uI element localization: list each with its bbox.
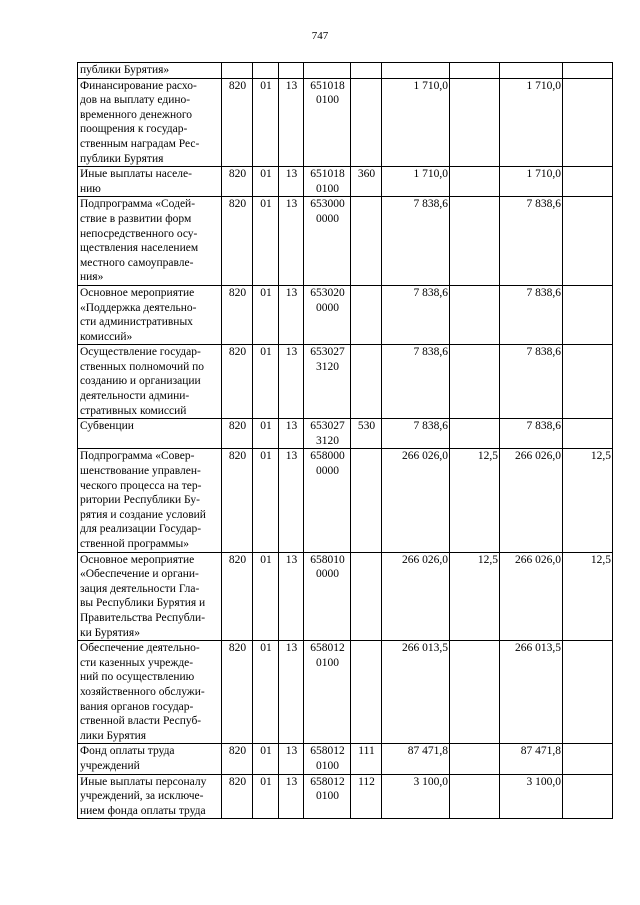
cell-pct-1: 12,5 (450, 552, 500, 641)
name-line: Подпрограмма «Содей- (80, 198, 196, 211)
name-line: Финансирование расхо- (80, 79, 197, 92)
table-row (78, 552, 613, 641)
cell-ved: 820 (222, 345, 253, 419)
cell-rz: 01 (253, 774, 279, 819)
csr-line: 3120 (316, 360, 339, 373)
cell-pr: 13 (279, 419, 304, 449)
name-line: ществления населением (80, 242, 199, 255)
name-line: ния» (80, 271, 104, 284)
cell-sum-2: 3 100,0 (500, 774, 563, 819)
cell-rz: 01 (253, 552, 279, 641)
name-line: для реализации Государ- (80, 523, 202, 536)
cell-vr (351, 78, 382, 167)
cell-sum-1: 266 026,0 (382, 449, 450, 552)
csr-line: 653000 (310, 198, 345, 211)
name-line: ки Бурятия» (80, 626, 140, 639)
table-row (78, 345, 613, 419)
name-line: Основное мероприятие (80, 286, 195, 299)
cell-sum-2 (500, 63, 563, 79)
cell-pct-1 (450, 63, 500, 79)
csr-line: 0100 (316, 759, 339, 772)
name-line: «Поддержка деятельно- (80, 301, 197, 314)
cell-ved: 820 (222, 78, 253, 167)
cell-csr (304, 345, 351, 419)
cell-vr: 112 (351, 774, 382, 819)
name-line: ственным наградам Рес- (80, 137, 200, 150)
cell-pct-1 (450, 419, 500, 449)
name-line: учреждений, за исключе- (80, 790, 204, 803)
cell-pr: 13 (279, 552, 304, 641)
cell-sum-2: 7 838,6 (500, 419, 563, 449)
name-line: публики Бурятия (80, 152, 164, 165)
cell-pr: 13 (279, 774, 304, 819)
name-line: вы Республики Бурятия и (80, 597, 206, 610)
cell-pr: 13 (279, 345, 304, 419)
name-line: ственной программы» (80, 538, 189, 550)
cell-sum-2: 266 026,0 (500, 449, 563, 552)
name-line: местного самоуправле- (80, 256, 194, 269)
name-line: «Обеспечение и органи- (80, 568, 199, 581)
cell-csr (304, 63, 351, 79)
csr-line: 0100 (316, 790, 339, 803)
cell-name (78, 285, 222, 344)
cell-vr (351, 552, 382, 641)
cell-rz: 01 (253, 285, 279, 344)
cell-csr (304, 285, 351, 344)
csr-line: 658012 (310, 775, 345, 788)
name-line: временного денежного (80, 108, 193, 121)
cell-pct-2 (563, 167, 613, 197)
cell-ved: 820 (222, 744, 253, 774)
csr-line: 658012 (310, 745, 345, 758)
table-row (78, 419, 613, 449)
cell-sum-1: 1 710,0 (382, 78, 450, 167)
cell-name (78, 419, 222, 449)
csr-line: 653027 (310, 346, 345, 359)
name-line: Обеспечение деятельно- (80, 642, 200, 655)
table-row (78, 167, 613, 197)
table-row (78, 449, 613, 552)
csr-line: 658010 (310, 553, 345, 566)
name-line: нием фонда оплаты труда (80, 804, 206, 817)
cell-rz: 01 (253, 167, 279, 197)
cell-ved: 820 (222, 641, 253, 744)
cell-pr: 13 (279, 285, 304, 344)
cell-csr (304, 419, 351, 449)
name-line: ческого процесса на тер- (80, 479, 202, 492)
cell-sum-2: 266 026,0 (500, 552, 563, 641)
cell-name (78, 78, 222, 167)
name-line: комиссий» (80, 330, 133, 343)
cell-pct-2 (563, 197, 613, 286)
name-line: Основное мероприятие (80, 553, 195, 566)
name-line: Субвенции (80, 420, 134, 433)
cell-sum-1: 87 471,8 (382, 744, 450, 774)
cell-name (78, 774, 222, 819)
name-line: непосредственного осу- (80, 227, 198, 240)
cell-pct-2 (563, 774, 613, 819)
csr-line: 0000 (316, 568, 339, 581)
cell-rz: 01 (253, 197, 279, 286)
cell-pct-2 (563, 744, 613, 774)
csr-line: 0100 (316, 656, 339, 669)
cell-pct-1 (450, 285, 500, 344)
name-line: публики Бурятия» (80, 64, 170, 76)
cell-ved (222, 63, 253, 79)
cell-pct-2: 12,5 (563, 552, 613, 641)
cell-pct-1 (450, 744, 500, 774)
name-line: стративных комиссий (80, 404, 187, 417)
cell-ved: 820 (222, 552, 253, 641)
cell-pct-2 (563, 641, 613, 744)
cell-sum-1: 266 013,5 (382, 641, 450, 744)
name-line: ственных полномочий по (80, 360, 205, 373)
csr-line: 653020 (310, 286, 345, 299)
name-line: Осуществление государ- (80, 346, 201, 359)
name-line: рятия и создание условий (80, 508, 206, 521)
cell-vr: 360 (351, 167, 382, 197)
cell-pct-1 (450, 774, 500, 819)
name-line: шенствование управлен- (80, 465, 201, 478)
name-line: зация деятельности Гла- (80, 582, 200, 595)
cell-name (78, 744, 222, 774)
name-line: дов на выплату едино- (80, 94, 191, 107)
table-row (78, 78, 613, 167)
cell-vr (351, 63, 382, 79)
table-row (78, 774, 613, 819)
cell-sum-2: 7 838,6 (500, 345, 563, 419)
cell-pr: 13 (279, 641, 304, 744)
cell-rz (253, 63, 279, 79)
name-line: ний по осуществлению (80, 671, 195, 684)
cell-vr (351, 345, 382, 419)
cell-name (78, 345, 222, 419)
csr-line: 651018 (310, 168, 345, 181)
cell-ved: 820 (222, 419, 253, 449)
csr-line: 658000 (310, 450, 345, 463)
cell-name (78, 449, 222, 552)
cell-pr: 13 (279, 449, 304, 552)
cell-pct-1 (450, 197, 500, 286)
cell-ved: 820 (222, 197, 253, 286)
name-line: поощрения к государ- (80, 123, 188, 136)
page-number: 747 (311, 30, 329, 42)
cell-name (78, 641, 222, 744)
name-line: Правительства Республи- (80, 611, 206, 624)
csr-line: 3120 (316, 434, 339, 447)
cell-pr: 13 (279, 197, 304, 286)
cell-vr (351, 641, 382, 744)
cell-rz: 01 (253, 345, 279, 419)
cell-pct-2 (563, 285, 613, 344)
cell-sum-1: 266 026,0 (382, 552, 450, 641)
cell-sum-1: 7 838,6 (382, 345, 450, 419)
name-line: Иные выплаты персоналу (80, 775, 207, 788)
cell-sum-1: 7 838,6 (382, 197, 450, 286)
name-line: нию (80, 182, 101, 195)
cell-sum-2: 266 013,5 (500, 641, 563, 744)
name-line: Фонд оплаты труда (80, 745, 175, 758)
cell-vr (351, 285, 382, 344)
cell-pct-1 (450, 167, 500, 197)
csr-line: 658012 (310, 642, 345, 655)
table-row (78, 197, 613, 286)
cell-csr (304, 552, 351, 641)
csr-line: 651018 (310, 79, 345, 92)
cell-sum-2: 87 471,8 (500, 744, 563, 774)
cell-pct-1 (450, 345, 500, 419)
cell-vr: 530 (351, 419, 382, 449)
cell-sum-1: 3 100,0 (382, 774, 450, 819)
cell-name (78, 63, 222, 79)
cell-pr (279, 63, 304, 79)
name-line: лики Бурятия (80, 729, 147, 742)
cell-csr (304, 774, 351, 819)
cell-vr (351, 449, 382, 552)
csr-line: 0000 (316, 301, 339, 314)
cell-csr (304, 449, 351, 552)
cell-ved: 820 (222, 449, 253, 552)
cell-pct-2 (563, 345, 613, 419)
cell-pct-1 (450, 641, 500, 744)
cell-name (78, 197, 222, 286)
cell-sum-1: 1 710,0 (382, 167, 450, 197)
cell-name (78, 552, 222, 641)
budget-table (77, 62, 613, 819)
name-line: Подпрограмма «Совер- (80, 450, 195, 463)
name-line: созданию и организации (80, 375, 201, 388)
name-line: ствие в развитии форм (80, 212, 192, 225)
cell-pct-2: 12,5 (563, 449, 613, 552)
cell-sum-1: 7 838,6 (382, 285, 450, 344)
table-row (78, 63, 613, 79)
name-line: ственной власти Респуб- (80, 715, 202, 728)
cell-rz: 01 (253, 78, 279, 167)
cell-ved: 820 (222, 774, 253, 819)
cell-sum-1 (382, 63, 450, 79)
cell-rz: 01 (253, 419, 279, 449)
name-line: учреждений (80, 759, 140, 772)
cell-csr (304, 78, 351, 167)
cell-ved: 820 (222, 285, 253, 344)
name-line: Иные выплаты населе- (80, 168, 192, 181)
name-line: хозяйственного обслужи- (80, 685, 205, 698)
cell-vr: 111 (351, 744, 382, 774)
table-row (78, 641, 613, 744)
cell-pct-1: 12,5 (450, 449, 500, 552)
csr-line: 0100 (316, 94, 339, 107)
cell-sum-1: 7 838,6 (382, 419, 450, 449)
cell-pct-1 (450, 78, 500, 167)
csr-line: 0000 (316, 465, 339, 478)
cell-sum-2: 7 838,6 (500, 197, 563, 286)
cell-sum-2: 1 710,0 (500, 167, 563, 197)
cell-csr (304, 167, 351, 197)
cell-rz: 01 (253, 449, 279, 552)
csr-line: 653027 (310, 420, 345, 433)
cell-sum-2: 1 710,0 (500, 78, 563, 167)
cell-vr (351, 197, 382, 286)
cell-pct-2 (563, 63, 613, 79)
table-body (78, 63, 613, 819)
cell-csr (304, 197, 351, 286)
csr-line: 0100 (316, 182, 339, 195)
name-line: деятельности админи- (80, 390, 190, 403)
table-row (78, 285, 613, 344)
cell-pr: 13 (279, 167, 304, 197)
name-line: вания органов государ- (80, 700, 194, 713)
cell-pr: 13 (279, 744, 304, 774)
cell-pr: 13 (279, 78, 304, 167)
csr-line: 0000 (316, 212, 339, 225)
cell-pct-2 (563, 78, 613, 167)
cell-csr (304, 744, 351, 774)
cell-csr (304, 641, 351, 744)
cell-sum-2: 7 838,6 (500, 285, 563, 344)
cell-rz: 01 (253, 744, 279, 774)
cell-rz: 01 (253, 641, 279, 744)
cell-ved: 820 (222, 167, 253, 197)
table-row (78, 744, 613, 774)
name-line: сти казенных учрежде- (80, 656, 194, 669)
cell-pct-2 (563, 419, 613, 449)
name-line: ритории Республики Бу- (80, 494, 200, 507)
name-line: сти административных (80, 316, 193, 329)
cell-name (78, 167, 222, 197)
